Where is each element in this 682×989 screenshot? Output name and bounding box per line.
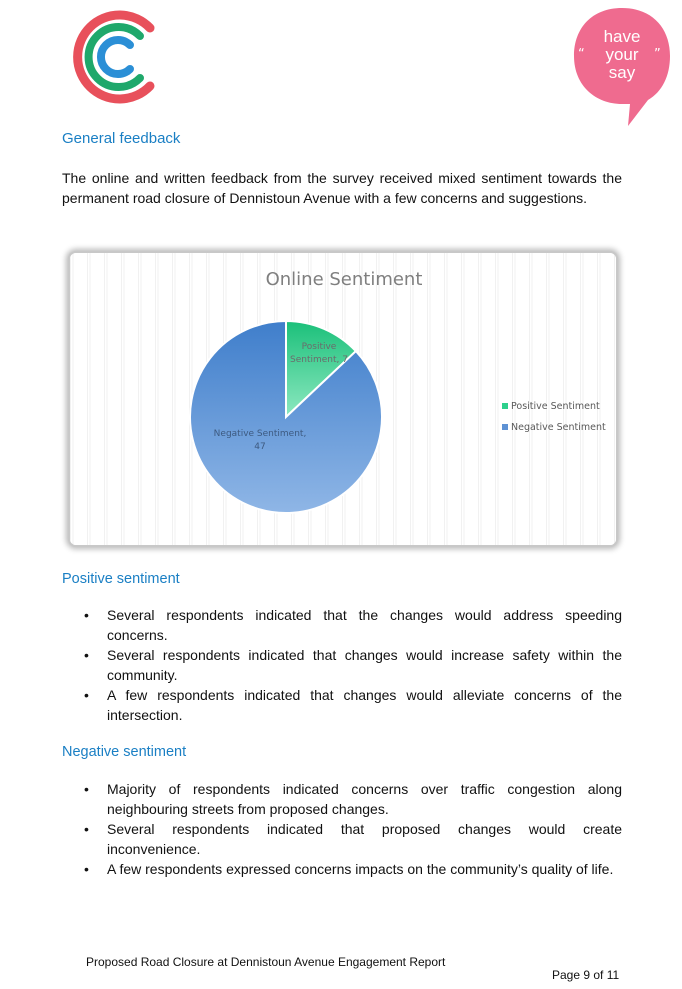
- list-item-text: Majority of respondents indicated concerns over traffic congestion along neighbouring streets from proposed changes.: [107, 781, 622, 817]
- list-item-text: A few respondents expressed concerns impacts on the community’s quality of life.: [107, 861, 614, 877]
- legend-label-negative: Negative Sentiment: [511, 422, 606, 433]
- list-item: [62, 645, 622, 685]
- logo-arc-green: [89, 27, 140, 87]
- logo-word-have: have: [603, 27, 641, 46]
- general-feedback-body: The online and written feedback from the survey received mixed sentiment towards the permanent road closure of Dennistoun Avenue with a few concerns and suggestions.: [62, 170, 622, 206]
- list-item-text: Several respondents indicated that proposed changes would create inconvenience.: [107, 821, 622, 857]
- svg-text:47: 47: [254, 442, 266, 452]
- list-item: [62, 859, 622, 879]
- negative-sentiment-list: [62, 779, 622, 879]
- list-item-text: Several respondents indicated that changes would increase safety within the community.: [107, 647, 622, 683]
- list-item-text: Several respondents indicated that the changes would address speeding concerns.: [107, 607, 622, 643]
- quote-open-icon: “: [578, 47, 585, 62]
- list-item: [62, 685, 622, 725]
- have-your-say-logo: [570, 6, 674, 128]
- svg-text:Negative Sentiment,: Negative Sentiment,: [213, 429, 307, 439]
- svg-text:Positive: Positive: [301, 342, 337, 352]
- bullet-icon: •: [84, 607, 89, 623]
- svg-text:Sentiment, 7: Sentiment, 7: [290, 355, 348, 365]
- negative-sentiment-heading: Negative sentiment: [62, 744, 187, 760]
- bullet-icon: •: [84, 687, 89, 703]
- list-item: [62, 819, 622, 859]
- legend-swatch-negative: [502, 424, 508, 430]
- chart-title: Online Sentiment: [265, 269, 423, 290]
- positive-sentiment-heading: Positive sentiment: [62, 571, 180, 587]
- bullet-icon: •: [84, 781, 89, 797]
- logo-arc-blue: [101, 40, 130, 74]
- council-logo: [66, 6, 158, 108]
- logo-word-say: say: [608, 63, 636, 82]
- footer-report-title: Proposed Road Closure at Dennistoun Avenue Engagement Report: [86, 955, 446, 969]
- online-sentiment-chart: [68, 251, 618, 547]
- pie: [190, 321, 382, 513]
- bullet-icon: •: [84, 821, 89, 837]
- legend-swatch-positive: [502, 403, 508, 409]
- quote-close-icon: ”: [654, 47, 661, 62]
- positive-sentiment-list: [62, 605, 622, 725]
- general-feedback-heading: General feedback: [62, 130, 181, 147]
- list-item: [62, 779, 622, 819]
- bullet-icon: •: [84, 647, 89, 663]
- footer-page-number: Page 9 of 11: [552, 968, 620, 982]
- bullet-icon: •: [84, 861, 89, 877]
- list-item-text: A few respondents indicated that changes would alleviate concerns of the intersection.: [107, 687, 622, 723]
- logo-word-your: your: [605, 45, 639, 64]
- list-item: [62, 605, 622, 645]
- legend-label-positive: Positive Sentiment: [511, 401, 600, 412]
